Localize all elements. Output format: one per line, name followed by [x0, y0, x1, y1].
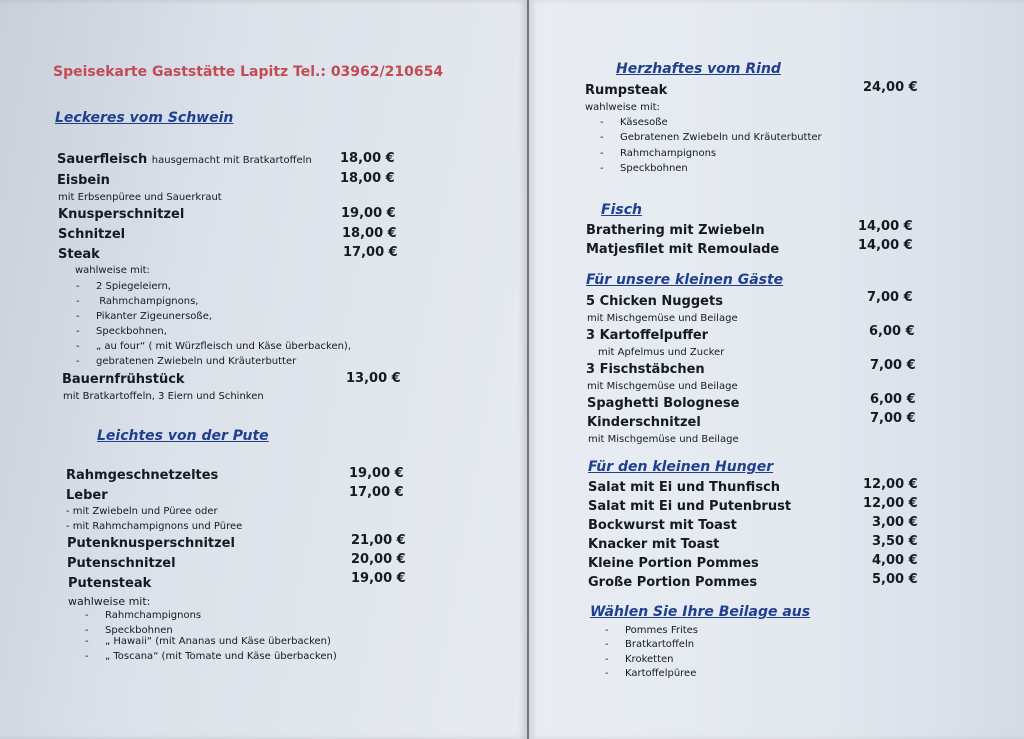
- note-bauernfruehstueck: mit Bratkartoffeln, 3 Eiern und Schinken: [63, 391, 264, 402]
- price-putensteak: 19,00 €: [351, 571, 406, 586]
- steak-option: - Rahmchampignons,: [76, 296, 199, 307]
- menu-item-brathering: Brathering mit Zwiebeln: [586, 223, 765, 238]
- menu-item-rahmgeschnetzeltes: Rahmgeschnetzeltes: [66, 468, 219, 483]
- price-hunger: 3,00 €: [872, 515, 918, 530]
- section-heading-schwein: Leckeres vom Schwein: [55, 110, 234, 126]
- item-note: hausgemacht mit Bratkartoffeln: [151, 155, 312, 166]
- menu-page-right: [529, 0, 1024, 739]
- item-name: Sauerfleisch: [57, 152, 148, 167]
- steak-options-label: wahlweise mit:: [75, 265, 150, 276]
- beilage-option: - Bratkartoffeln: [605, 639, 695, 650]
- menu-item-bauernfruehstueck: Bauernfrühstück: [62, 372, 185, 387]
- menu-title: Speisekarte Gaststätte Lapitz Tel.: 03962/210654: [53, 64, 444, 80]
- price-hunger: 3,50 €: [872, 534, 918, 549]
- menu-item-kinderschnitzel: Kinderschnitzel: [587, 415, 701, 430]
- note-leber: - mit Rahmchampignons und Püree: [66, 521, 243, 532]
- note-chicken-nuggets: mit Mischgemüse und Beilage: [587, 313, 738, 324]
- price-hunger: 5,00 €: [872, 572, 918, 587]
- price-leber: 17,00 €: [349, 485, 404, 500]
- putensteak-option: - „ Toscana“ (mit Tomate und Käse überbacken): [85, 651, 337, 662]
- rumpsteak-option: - Gebratenen Zwiebeln und Kräuterbutter: [600, 132, 822, 143]
- price-spaghetti: 6,00 €: [870, 392, 916, 407]
- price-hunger: 4,00 €: [872, 553, 918, 568]
- price-matjesfilet: 14,00 €: [858, 238, 913, 253]
- beilage-option: - Pommes Frites: [605, 625, 699, 636]
- section-heading-hunger: Für den kleinen Hunger: [588, 459, 774, 475]
- beilage-option: - Kroketten: [605, 654, 674, 665]
- price-hunger: 12,00 €: [863, 477, 918, 492]
- price-steak: 17,00 €: [343, 245, 398, 260]
- rumpsteak-option: - Speckbohnen: [600, 163, 688, 174]
- section-heading-kinder: Für unsere kleinen Gäste: [586, 272, 784, 288]
- rumpsteak-option: - Rahmchampignons: [600, 148, 717, 159]
- menu-item-putensteak: Putensteak: [68, 576, 152, 591]
- price-brathering: 14,00 €: [858, 219, 913, 234]
- price-knusperschnitzel: 19,00 €: [341, 206, 396, 221]
- menu-item-matjesfilet: Matjesfilet mit Remoulade: [586, 242, 780, 257]
- note-leber: - mit Zwiebeln und Püree oder: [66, 506, 218, 517]
- menu-item-hunger: Große Portion Pommes: [588, 575, 758, 590]
- price-chicken-nuggets: 7,00 €: [867, 290, 913, 305]
- menu-item-eisbein: Eisbein: [57, 173, 110, 188]
- note-kartoffelpuffer: mit Apfelmus und Zucker: [598, 347, 725, 358]
- putensteak-options-label: wahlweise mit:: [68, 595, 151, 608]
- price-schnitzel: 18,00 €: [342, 226, 397, 241]
- section-heading-fisch: Fisch: [601, 202, 642, 218]
- price-sauerfleisch: 18,00 €: [340, 151, 395, 166]
- price-rahmgeschnetzeltes: 19,00 €: [349, 466, 404, 481]
- putensteak-option: - Rahmchampignons: [85, 610, 202, 621]
- note-fischstaebchen: mit Mischgemüse und Beilage: [587, 381, 738, 392]
- menu-item-fischstaebchen: 3 Fischstäbchen: [586, 362, 705, 377]
- menu-item-hunger: Salat mit Ei und Thunfisch: [588, 480, 781, 495]
- menu-item-hunger: Salat mit Ei und Putenbrust: [588, 499, 792, 514]
- menu-item-putenschnitzel: Putenschnitzel: [67, 556, 176, 571]
- note-eisbein: mit Erbsenpüree und Sauerkraut: [58, 192, 222, 203]
- price-kinderschnitzel: 7,00 €: [870, 411, 916, 426]
- menu-item-sauerfleisch: [57, 152, 312, 167]
- putensteak-option: - „ Hawaii“ (mit Ananas und Käse überbacken): [85, 636, 331, 647]
- putensteak-option: - Speckbohnen: [85, 625, 173, 636]
- steak-option: - Speckbohnen,: [76, 326, 167, 337]
- rumpsteak-options-label: wahlweise mit:: [585, 102, 660, 113]
- price-bauernfruehstueck: 13,00 €: [346, 371, 401, 386]
- menu-item-knusperschnitzel: Knusperschnitzel: [58, 207, 185, 222]
- price-rumpsteak: 24,00 €: [863, 80, 918, 95]
- price-hunger: 12,00 €: [863, 496, 918, 511]
- menu-item-spaghetti: Spaghetti Bolognese: [587, 396, 740, 411]
- price-fischstaebchen: 7,00 €: [870, 358, 916, 373]
- menu-item-putenknusperschnitzel: Putenknusperschnitzel: [67, 536, 235, 551]
- menu-item-chicken-nuggets: 5 Chicken Nuggets: [586, 294, 723, 309]
- menu-item-kartoffelpuffer: 3 Kartoffelpuffer: [586, 328, 709, 343]
- steak-option: - „ au four“ ( mit Würzfleisch und Käse überbacken),: [76, 341, 352, 352]
- price-putenschnitzel: 20,00 €: [351, 552, 406, 567]
- menu-item-leber: Leber: [66, 488, 108, 503]
- menu-item-steak: Steak: [58, 247, 100, 262]
- steak-option: - gebratenen Zwiebeln und Kräuterbutter: [76, 356, 297, 367]
- menu-item-rumpsteak: Rumpsteak: [585, 83, 668, 98]
- menu-item-hunger: Knacker mit Toast: [588, 537, 720, 552]
- section-heading-pute: Leichtes von der Pute: [97, 428, 269, 444]
- steak-option: - 2 Spiegeleiern,: [76, 281, 171, 292]
- note-kinderschnitzel: mit Mischgemüse und Beilage: [588, 434, 739, 445]
- price-kartoffelpuffer: 6,00 €: [869, 324, 915, 339]
- price-putenknusperschnitzel: 21,00 €: [351, 533, 406, 548]
- price-eisbein: 18,00 €: [340, 171, 395, 186]
- steak-option: - Pikanter Zigeunersoße,: [76, 311, 213, 322]
- section-heading-beilage: Wählen Sie Ihre Beilage aus: [590, 604, 811, 620]
- menu-item-hunger: Kleine Portion Pommes: [588, 556, 759, 571]
- beilage-option: - Kartoffelpüree: [605, 668, 697, 679]
- rumpsteak-option: - Käsesoße: [600, 117, 668, 128]
- section-heading-rind: Herzhaftes vom Rind: [616, 61, 781, 77]
- menu-item-hunger: Bockwurst mit Toast: [588, 518, 737, 533]
- menu-item-schnitzel: Schnitzel: [58, 227, 126, 242]
